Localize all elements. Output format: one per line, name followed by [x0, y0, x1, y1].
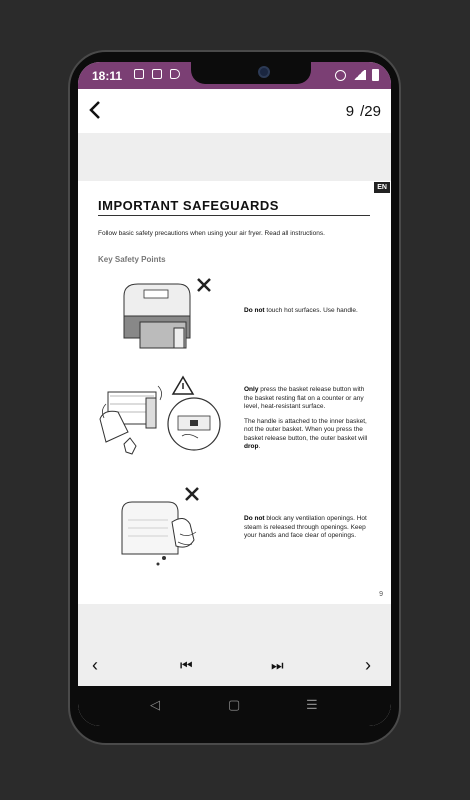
- intro-text: Follow basic safety precautions when using your air fryer. Read all instructions.: [98, 230, 325, 237]
- point-2-drop: drop: [244, 443, 259, 450]
- top-bar: [78, 89, 391, 133]
- notification-icons: [134, 69, 180, 79]
- signal-icon: [352, 70, 366, 80]
- viewer-background-top: [78, 133, 391, 181]
- system-home-icon[interactable]: ▢: [228, 697, 241, 712]
- hotspot-icon: [335, 70, 346, 81]
- tag-icon: [170, 69, 180, 79]
- point-2-end: .: [258, 443, 261, 450]
- air-fryer-hot-surface-illustration: [118, 276, 213, 361]
- page-navigation: [78, 644, 391, 686]
- status-time: 18:11: [92, 69, 123, 83]
- point-2-para2: The handle is attached to the inner basket, not the outer basket. When you press the basket release button, the outer basket will: [244, 417, 368, 442]
- ventilation-warning-illustration: [118, 484, 213, 574]
- last-page-button[interactable]: ⏭: [271, 657, 284, 673]
- point-2-text: press the basket release button with the basket resting flat on a counter or any level, heat-resistant surface.: [244, 386, 365, 410]
- viewer-background-bottom: [78, 604, 391, 644]
- language-badge: EN: [374, 182, 390, 193]
- point-3-bold: Do not: [244, 515, 265, 522]
- chevron-left-icon: [88, 100, 102, 120]
- system-navigation-bar: [78, 686, 391, 726]
- instagram-icon: [134, 69, 144, 79]
- system-icons: [335, 69, 379, 81]
- back-button[interactable]: [88, 99, 102, 127]
- prev-page-button[interactable]: ‹: [92, 655, 98, 675]
- point-1-bold: Do not: [244, 307, 265, 314]
- document-page: [78, 181, 391, 604]
- current-page: 9: [345, 103, 355, 120]
- camera: [258, 66, 270, 78]
- system-recents-icon[interactable]: ☰: [306, 697, 318, 712]
- title-rule: [98, 215, 370, 216]
- status-bar: [78, 62, 391, 89]
- system-back-icon[interactable]: ◁: [150, 697, 160, 712]
- safety-point-3: [244, 515, 374, 547]
- page-counter: [346, 103, 381, 120]
- facebook-icon: [152, 69, 162, 79]
- total-pages: /29: [360, 103, 381, 120]
- next-page-button[interactable]: ›: [365, 655, 371, 675]
- subheading: Key Safety Points: [98, 255, 166, 264]
- point-2-bold: Only: [244, 386, 259, 393]
- point-3-text: block any ventilation openings. Hot steam is released through openings. Keep your hands and face clear of openings.: [244, 515, 367, 539]
- safety-point-1: [244, 307, 374, 322]
- notch: [191, 62, 311, 84]
- point-1-text: touch hot surfaces. Use handle.: [264, 307, 358, 314]
- screen: [78, 62, 391, 726]
- battery-icon: [372, 69, 379, 81]
- page-title: IMPORTANT SAFEGUARDS: [98, 198, 279, 213]
- page-footer-number: 9: [379, 591, 383, 598]
- first-page-button[interactable]: ⏮: [180, 657, 193, 673]
- safety-point-2: [244, 386, 374, 458]
- basket-release-illustration: [98, 374, 228, 469]
